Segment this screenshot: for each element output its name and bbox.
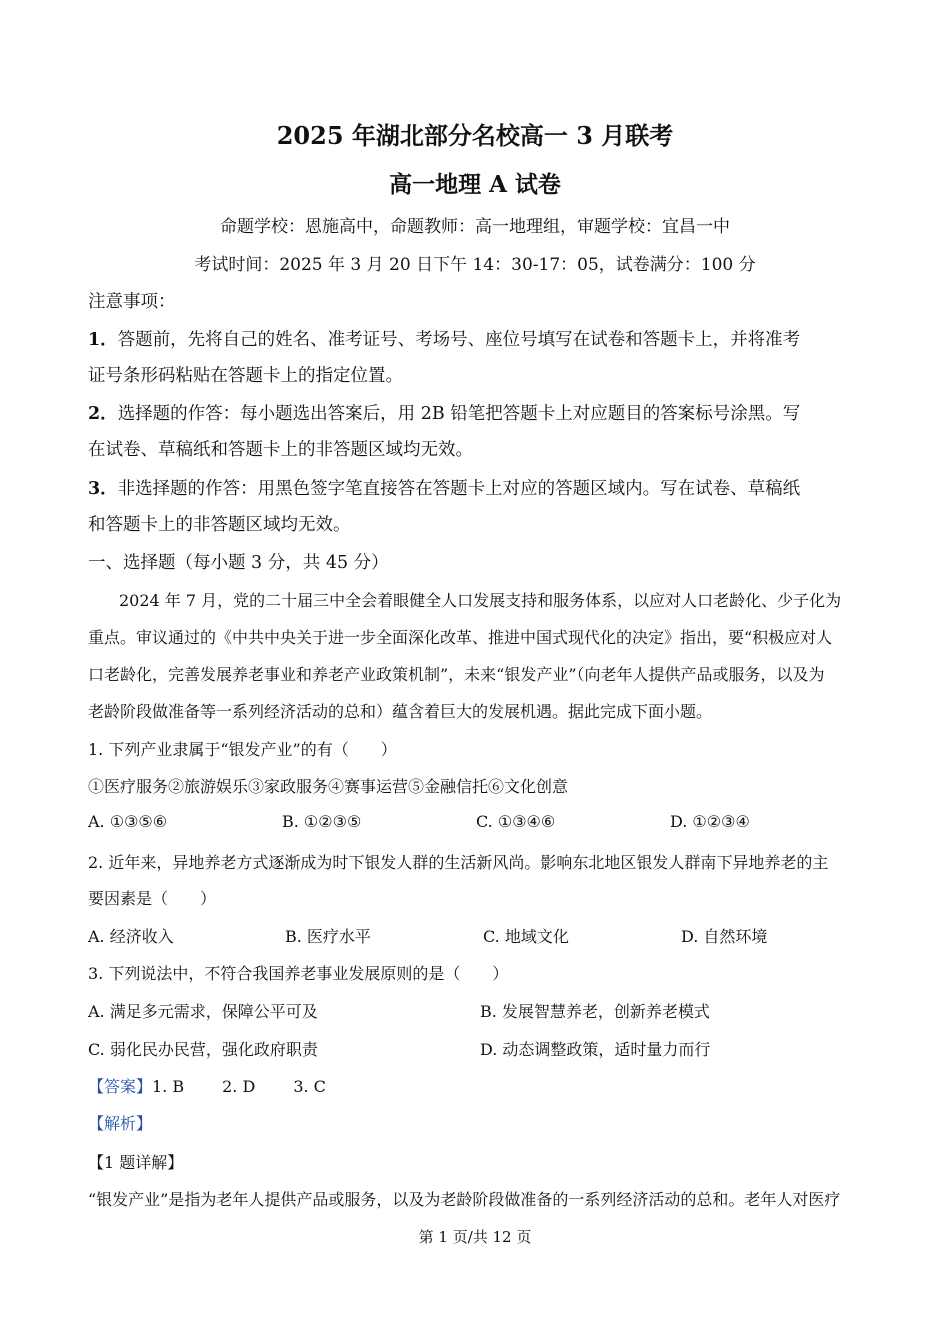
question-3-option-a: A. 满足多元需求，保障公平可及 bbox=[88, 1002, 318, 1021]
note-number: 2． bbox=[88, 404, 118, 424]
answer-3: 3. C bbox=[293, 1077, 326, 1096]
question-1-option-c: C. ①③④⑥ bbox=[476, 812, 556, 831]
note-item-2-cont: 在试卷、草稿纸和答题卡上的非答题区域均无效。 bbox=[88, 440, 473, 460]
exam-subtitle: 高一地理 A 试卷 bbox=[389, 171, 561, 198]
setters-line: 命题学校：恩施高中，命题教师：高一地理组，审题学校：宜昌一中 bbox=[220, 217, 730, 237]
question-2-stem: 2. 近年来，异地养老方式逐渐成为时下银发人群的生活新风尚。影响东北地区银发人群南下异地养老的主 bbox=[88, 853, 829, 872]
question-3-stem: 3. 下列说法中，不符合我国养老事业发展原则的是（ ） bbox=[88, 964, 509, 983]
note-item-2 bbox=[88, 400, 800, 425]
note-text: 选择题的作答：每小题选出答案后，用 2B 铅笔把答题卡上对应题目的答案标号涂黑。写 bbox=[117, 404, 801, 424]
question-3-option-b: B. 发展智慧养老，创新养老模式 bbox=[480, 1002, 710, 1021]
page-footer: 第 1 页/共 12 页 bbox=[418, 1228, 532, 1246]
answer-label: 【答案】 bbox=[88, 1077, 153, 1096]
question-2-option-b: B. 医疗水平 bbox=[285, 927, 371, 946]
exam-title: 2025 年湖北部分名校高一 3 月联考 bbox=[276, 121, 674, 150]
note-number: 3． bbox=[88, 479, 118, 499]
analysis-text: “银发产业”是指为老年人提供产品或服务，以及为老龄阶段做准备的一系列经济活动的总和。老年人对医疗 bbox=[88, 1190, 841, 1209]
question-3-option-c: C. 弱化民办民营，强化政府职责 bbox=[88, 1040, 318, 1059]
question-2-option-a: A. 经济收入 bbox=[88, 927, 174, 946]
question-1-option-b: B. ①②③⑤ bbox=[282, 812, 362, 831]
question-2-option-d: D. 自然环境 bbox=[681, 927, 768, 946]
passage-line-3: 口老龄化，完善发展养老事业和养老产业政策机制”，未来“银发产业”（向老年人提供产品或服务，以及为 bbox=[88, 665, 825, 684]
passage-line-2: 重点。审议通过的《中共中央关于进一步全面深化改革、推进中国式现代化的决定》指出，要“积极应对人 bbox=[88, 628, 833, 647]
note-item-3 bbox=[88, 475, 800, 500]
note-text: 非选择题的作答：用黑色签字笔直接答在答题卡上对应的答题区域内。写在试卷、草稿纸 bbox=[117, 479, 801, 499]
notes-heading: 注意事项： bbox=[88, 292, 176, 312]
question-3-option-d: D. 动态调整政策，适时量力而行 bbox=[480, 1040, 711, 1059]
question-1-option-a: A. ①③⑤⑥ bbox=[88, 812, 168, 831]
section-heading: 一、选择题（每小题 3 分，共 45 分） bbox=[88, 553, 389, 573]
question-2-option-c: C. 地域文化 bbox=[483, 927, 569, 946]
note-item-1-cont: 证号条形码粘贴在答题卡上的指定位置。 bbox=[88, 366, 403, 386]
note-text: 答题前，先将自己的姓名、准考证号、考场号、座位号填写在试卷和答题卡上，并将准考 bbox=[117, 330, 801, 350]
question-1-items: ①医疗服务②旅游娱乐③家政服务④赛事运营⑤金融信托⑥文化创意 bbox=[88, 777, 569, 796]
note-item-1 bbox=[88, 326, 800, 351]
passage-line-1: 2024 年 7 月，党的二十届三中全会着眼健全人口发展支持和服务体系，以应对人口老龄化、少子化为 bbox=[119, 591, 842, 610]
note-item-3-cont: 和答题卡上的非答题区域均无效。 bbox=[88, 515, 351, 535]
analysis-label: 【解析】 bbox=[88, 1114, 153, 1133]
answer-1: 1. B bbox=[152, 1077, 185, 1096]
answer-line bbox=[88, 1074, 326, 1097]
question-2-stem-cont: 要因素是（ ） bbox=[88, 889, 217, 908]
question-1-option-d: D. ①②③④ bbox=[670, 812, 750, 831]
note-number: 1． bbox=[88, 330, 118, 350]
analysis-detail-label: 【1 题详解】 bbox=[88, 1153, 184, 1172]
question-1-stem: 1. 下列产业隶属于“银发产业”的有（ ） bbox=[88, 740, 397, 759]
exam-time-line: 考试时间：2025 年 3 月 20 日下午 14：30-17：05，试卷满分：100 分 bbox=[194, 255, 756, 275]
answer-2: 2. D bbox=[222, 1077, 256, 1096]
passage-line-4: 老龄阶段做准备等一系列经济活动的总和）蕴含着巨大的发展机遇。据此完成下面小题。 bbox=[88, 702, 713, 721]
